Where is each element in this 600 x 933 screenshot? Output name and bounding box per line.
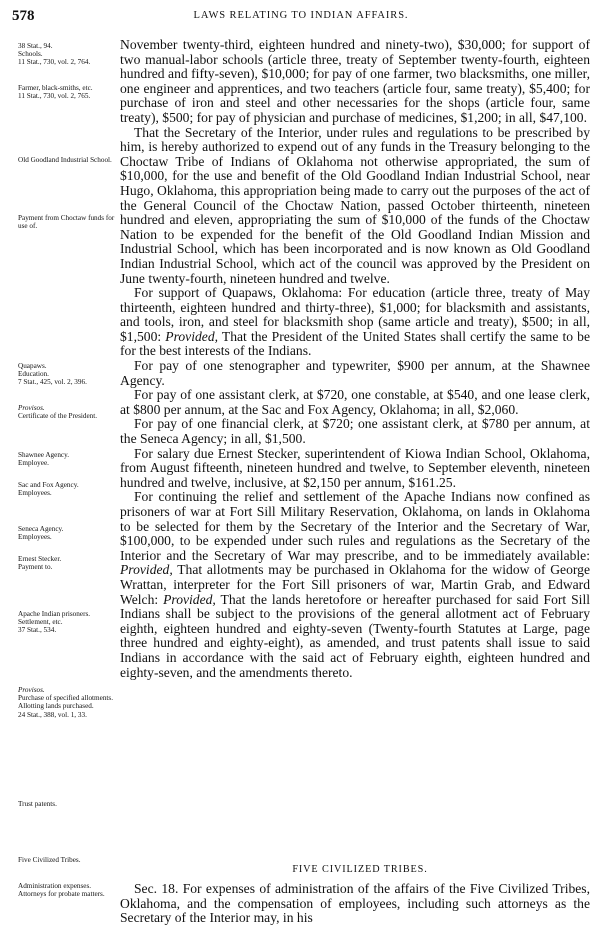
body-text xyxy=(120,38,590,680)
side-note-line: Attorneys for probate matters. xyxy=(18,890,105,899)
side-note-line: Five Civilized Tribes. xyxy=(18,856,81,864)
side-note-shawnee xyxy=(18,451,115,467)
side-note-line: Payment to. xyxy=(18,563,53,572)
section-heading: FIVE CIVILIZED TRIBES. xyxy=(292,864,428,875)
running-header xyxy=(12,8,590,26)
side-note-line: 38 Stat., 94. xyxy=(18,42,53,50)
paragraph-text: That the President of the United States shall certify the same to be for the best interests of the Indians. xyxy=(120,328,591,359)
paragraph-text: That allotments may be purchased in Oklahoma for the widow of George Wrattan, interpreter for the Fort Sill prisoners of war, Martin Grab, and Edward Welch: xyxy=(120,562,590,607)
side-note-schools xyxy=(18,42,115,67)
paragraph xyxy=(120,490,590,680)
side-note-sac-fox xyxy=(18,481,115,497)
side-note-choctaw-funds xyxy=(18,214,115,230)
side-note-apache xyxy=(18,610,115,635)
proviso-word: Provided, xyxy=(163,591,216,607)
side-note-administration xyxy=(18,882,115,898)
side-note-line: Provisos. xyxy=(18,404,45,412)
side-note-line: Education. xyxy=(18,370,49,379)
paragraph-text: For support of Quapaws, Oklahoma: For education (article three, treaty of May thirteenth, eighteen hundred and thirty-three), $1,000; for blacksmith and assistants, and tools, iron, and steel for blacksmith shop (same article and treaty), $500; in all, $1,500: xyxy=(120,285,590,344)
side-note-line: Shawnee Agency. xyxy=(18,451,70,459)
side-note-seneca xyxy=(18,525,115,541)
side-note-line: Trust patents. xyxy=(18,800,57,808)
side-note-provisos-president xyxy=(18,404,115,420)
page-number: 578 xyxy=(12,8,35,24)
side-note-line: 37 Stat., 534. xyxy=(18,626,57,635)
paragraph-text: For continuing the relief and settlement of the Apache Indians now confined as prisoners of war at Fort Sill Military Reservation, Oklahoma, on lands in Oklahoma to be selected for them by the Secretary of the Interior and the Secretary of War, $100,000, to be expended under such rules and regulations as the Secretary of the Interior and the Secretary of War may prescribe, and to be immediately available: xyxy=(120,489,590,563)
side-note-goodland xyxy=(18,156,115,164)
side-note-line: Quapaws. xyxy=(18,362,47,370)
paragraph: For salary due Ernest Stecker, superintendent of Kiowa Indian School, Oklahoma, from August fifteenth, nineteen hundred and twelve, to September eleventh, nineteen hundred and twelve, inclusive, at $2,150 per annum, $161.25. xyxy=(120,445,590,490)
side-note-line: Ernest Stecker. xyxy=(18,555,62,563)
side-note-line: Employee. xyxy=(18,459,49,468)
side-note-line: Schools. xyxy=(18,50,43,59)
side-note-line: Apache Indian prisoners. xyxy=(18,610,91,618)
side-note-line: Employees. xyxy=(18,533,52,542)
side-note-line: 7 Stat., 425, vol. 2, 396. xyxy=(18,378,87,387)
body-text-section xyxy=(120,882,590,926)
paragraph: Sec. 18. For expenses of administration of the affairs of the Five Civilized Tribes, Oklahoma, and the compensation of employees, including such attorneys as the Secretary of the Interior may, in his xyxy=(120,881,590,926)
paragraph: For pay of one stenographer and typewriter, $900 per annum, at the Shawnee Agency. xyxy=(120,358,590,388)
side-note-line: Certificate of the President. xyxy=(18,412,98,421)
side-note-line: Seneca Agency. xyxy=(18,525,64,533)
side-note-line: Employees. xyxy=(18,489,52,498)
side-note-line: Old Goodland Industrial School. xyxy=(18,156,112,164)
side-note-line: Allotting lands purchased. xyxy=(18,702,94,711)
side-note-stecker xyxy=(18,555,115,571)
paragraph xyxy=(120,286,590,359)
paragraph: That the Secretary of the Interior, under rules and regulations to be prescribed by him, is hereby authorized to expend out of any funds in the Treasury belonging to the Choctaw Tribe of Indians of Oklahoma not otherwise appropriated, the sum of $10,000, for the use and benefit of the Old Goodland Indian Industrial School, near Hugo, Oklahoma, this appropriation being made to carry out the purposes of the act of the General Council of the Choctaw Nation, passed October thirteenth, nineteen hundred and eleven, appropriating the sum of $10,000 of the funds of the Choctaw Nation to be expended for the benefit of the Old Goodland Indian Mission and Industrial School, which has been incorporated and is now known as Old Goodland Indian Industrial School, which act of the council was approved by the President on June twenty-fourth, nineteen hundred and twelve. xyxy=(120,124,590,286)
side-note-line: Payment from Choctaw funds for use of. xyxy=(18,214,115,231)
paragraph: For pay of one assistant clerk, at $720, one constable, at $540, and one lease clerk, at $800 per annum, at the Sac and Fox Agency, Oklahoma; in all, $2,060. xyxy=(120,387,590,417)
paragraph: For pay of one financial clerk, at $720; one assistant clerk, at $780 per annum, at the Seneca Agency; in all, $1,500. xyxy=(120,416,590,447)
side-note-line: Provisos. xyxy=(18,686,45,694)
proviso-word: Provided, xyxy=(120,562,173,578)
side-note-quapaws xyxy=(18,362,115,387)
paragraph-text: That the lands heretofore or hereafter purchased for said Fort Sill Indians shall be subject to the provisions of the general allotment act of February eighth, eighteen hundred and eighty-seven (Twenty-fourth Statutes at Large, page three hundred and eighty-eight), as amended, and trust patents shall issue to said Indians in accordance with the said act of February eighth, eighteen hundred and eighty-seven, and the amendments thereto. xyxy=(120,591,591,680)
paragraph: November twenty-third, eighteen hundred and ninety-two), $30,000; for support of two manual-labor schools (article three, treaty of September twenty-fourth, eighteen hundred and fifty-seven), $10,000; for pay of one farmer, two blacksmiths, one miller, one engineer and apprentices, and two teachers (article four, same treaty), $5,400; for purchase of iron and steel and other necessaries for the shops (article four, same treaty), $500; for pay of physician and purchase of medicines, $1,200; in all, $47,100. xyxy=(120,37,590,125)
side-note-line: Purchase of specified allotments. xyxy=(18,694,114,703)
side-note-provisos-allotments xyxy=(18,686,115,719)
side-note-line: 11 Stat., 730, vol. 2, 765. xyxy=(18,92,91,101)
side-note-trust-patents xyxy=(18,800,115,808)
side-note-line: Farmer, black-smiths, etc. xyxy=(18,84,93,92)
running-title: LAWS RELATING TO INDIAN AFFAIRS. xyxy=(193,10,409,21)
side-note-line: Administration expenses. xyxy=(18,882,92,890)
side-note-five-tribes xyxy=(18,856,115,864)
proviso-word: Provided, xyxy=(165,328,219,344)
side-note-line: Settlement, etc. xyxy=(18,618,63,627)
side-note-line: Sac and Fox Agency. xyxy=(18,481,79,489)
side-note-farmer xyxy=(18,84,115,100)
side-note-line: 24 Stat., 388, vol. 1, 33. xyxy=(18,710,87,719)
side-note-line: 11 Stat., 730, vol. 2, 764. xyxy=(18,58,91,67)
